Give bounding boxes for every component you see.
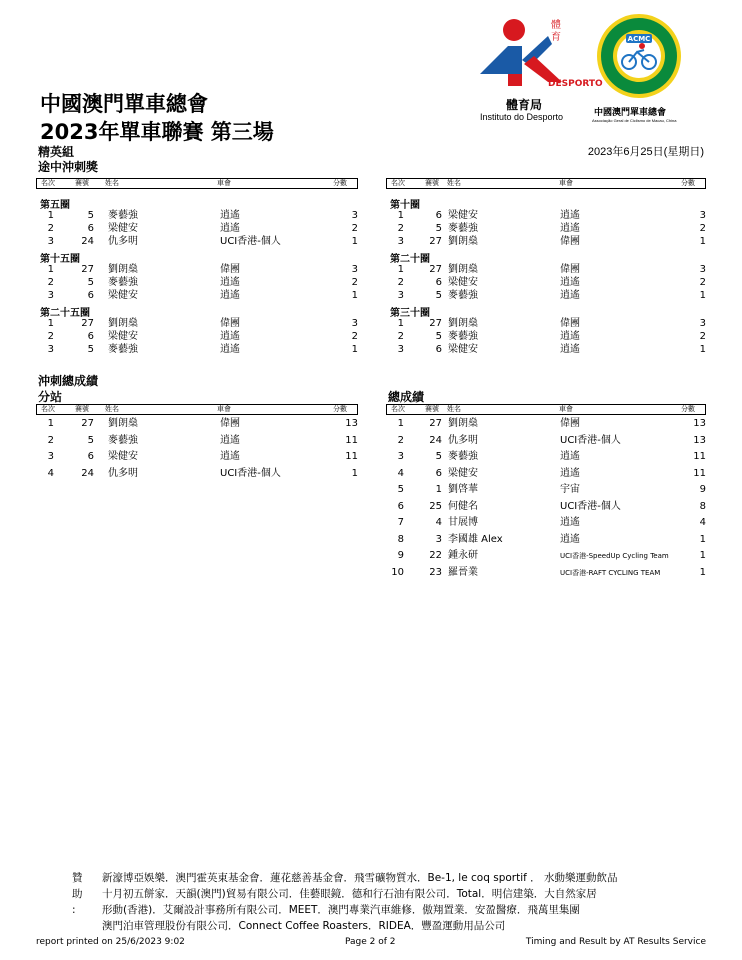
rank-cell: 5	[397, 484, 404, 495]
footer-page: Page 2 of 2	[345, 937, 396, 947]
team-cell: 逍遙	[560, 290, 580, 301]
col-bib: 賽號	[425, 405, 439, 413]
name-cell: 梁健安	[448, 467, 478, 479]
lap-heading: 第二十五圈	[40, 308, 90, 319]
name-cell: 羅晉業	[448, 566, 478, 578]
bib-cell: 24	[81, 236, 94, 247]
points-cell: 3	[351, 318, 358, 329]
name-cell: 李國雄 Alex	[448, 533, 503, 545]
table-row	[38, 209, 360, 222]
event-date: 2023年6月25日(星期日)	[587, 146, 704, 158]
name-cell: 劉朗燊	[448, 264, 478, 275]
team-cell: UCI香港-個人	[220, 236, 281, 247]
rank-cell: 3	[47, 236, 54, 247]
team-cell: 偉團	[220, 264, 240, 275]
points-cell: 1	[699, 344, 706, 355]
points-cell: 13	[693, 434, 706, 446]
bib-cell: 3	[435, 533, 442, 545]
bib-cell: 5	[435, 223, 442, 234]
points-cell: 1	[351, 344, 358, 355]
table-row	[38, 330, 360, 343]
table-row	[388, 235, 708, 248]
table-row	[388, 466, 708, 482]
name-cell: 麥藝強	[108, 210, 138, 221]
points-cell: 2	[351, 223, 358, 234]
desporto-vertical-text: 體育	[551, 20, 561, 43]
acmc-logo	[592, 14, 686, 126]
rank-cell: 2	[397, 331, 404, 342]
name-cell: 仇多明	[108, 236, 138, 247]
team-cell: 偉團	[560, 236, 580, 247]
team-cell: 逍遙	[220, 344, 240, 355]
rank-cell: 1	[397, 318, 404, 329]
rank-cell: 3	[47, 344, 54, 355]
acmc-pt-name: Associação Geral de Ciclismo de Macau, China	[592, 118, 677, 123]
name-cell: 麥藝強	[448, 451, 478, 462]
rank-cell: 1	[47, 418, 54, 429]
table-row	[388, 209, 708, 222]
team-cell: 逍遙	[220, 290, 240, 301]
team-cell: 逍遙	[560, 517, 580, 528]
bib-cell: 6	[435, 467, 442, 479]
points-cell: 1	[351, 290, 358, 301]
rank-cell: 4	[397, 467, 404, 479]
bib-cell: 22	[429, 550, 442, 561]
rank-cell: 2	[47, 223, 54, 234]
name-cell: 梁健安	[448, 277, 478, 288]
team-cell: 逍遙	[560, 451, 580, 462]
rank-cell: 3	[397, 451, 404, 462]
rank-cell: 10	[391, 566, 404, 578]
col-rank: 名次	[391, 405, 405, 413]
bib-cell: 27	[429, 418, 442, 429]
rank-cell: 2	[47, 434, 54, 446]
column-header-bar	[386, 178, 706, 189]
section-title-totals: 沖刺總成績	[38, 374, 99, 388]
points-cell: 3	[351, 264, 358, 275]
rank-cell: 1	[47, 318, 54, 329]
points-cell: 11	[345, 434, 358, 446]
bib-cell: 27	[81, 418, 94, 429]
col-points: 分數	[681, 405, 695, 413]
bib-cell: 24	[81, 467, 94, 479]
bib-cell: 1	[435, 484, 442, 495]
acmc-cn-name: 中國澳門單車總會	[594, 108, 667, 118]
bib-cell: 27	[429, 236, 442, 247]
team-cell: 逍遙	[560, 277, 580, 288]
name-cell: 仇多明	[448, 434, 478, 446]
table-row	[388, 416, 708, 432]
table-row	[38, 433, 360, 449]
col-rank: 名次	[41, 179, 55, 187]
name-cell: 劉朗燊	[108, 418, 138, 429]
table-row	[388, 449, 708, 465]
col-name: 姓名	[447, 179, 461, 187]
table-row	[388, 515, 708, 531]
team-cell: 偉團	[560, 418, 580, 429]
rank-cell: 1	[397, 210, 404, 221]
name-cell: 麥藝強	[448, 290, 478, 301]
table-row	[388, 565, 708, 581]
name-cell: 麥藝強	[108, 277, 138, 288]
points-cell: 2	[699, 331, 706, 342]
table-row	[38, 343, 360, 356]
table-row	[388, 289, 708, 302]
bib-cell: 6	[87, 451, 94, 462]
bib-cell: 27	[429, 318, 442, 329]
team-cell: 逍遙	[220, 451, 240, 462]
team-cell: 逍遙	[220, 277, 240, 288]
bib-cell: 6	[435, 210, 442, 221]
section-title-sprint: 途中沖刺獎	[38, 160, 99, 174]
category-label: 精英組	[38, 145, 75, 159]
table-row	[388, 263, 708, 276]
points-cell: 2	[351, 277, 358, 288]
name-cell: 劉啓華	[448, 484, 478, 495]
bib-cell: 4	[435, 517, 442, 528]
points-cell: 1	[699, 550, 706, 561]
points-cell: 1	[351, 236, 358, 247]
name-cell: 梁健安	[108, 223, 138, 234]
col-points: 分數	[333, 179, 347, 187]
lap-heading: 第五圈	[40, 200, 70, 211]
name-cell: 劉朗燊	[108, 264, 138, 275]
sponsors-label: 贊助 :	[72, 872, 83, 916]
column-header-bar	[386, 404, 706, 415]
points-cell: 11	[693, 467, 706, 479]
lap-heading: 第十五圈	[40, 254, 80, 265]
team-cell: 逍遙	[220, 223, 240, 234]
team-cell: 偉團	[560, 318, 580, 329]
table-row	[388, 532, 708, 548]
table-row	[38, 449, 360, 465]
points-cell: 1	[351, 467, 358, 479]
name-cell: 麥藝強	[448, 331, 478, 342]
col-name: 姓名	[447, 405, 461, 413]
overall-title: 總成績	[388, 390, 425, 404]
desporto-cn-name: 體育局	[506, 98, 543, 112]
rank-cell: 2	[397, 223, 404, 234]
points-cell: 1	[699, 290, 706, 301]
team-cell: UCI香港-個人	[560, 500, 621, 512]
name-cell: 仇多明	[108, 467, 138, 479]
points-cell: 3	[699, 318, 706, 329]
bib-cell: 6	[87, 223, 94, 234]
desporto-brand-text: DESPORTO	[548, 79, 603, 89]
name-cell: 麥藝強	[108, 344, 138, 355]
rank-cell: 2	[397, 434, 404, 446]
col-bib: 賽號	[75, 179, 89, 187]
col-points: 分數	[681, 179, 695, 187]
lap-heading: 第十圈	[390, 200, 420, 211]
team-cell: 逍遙	[560, 533, 580, 545]
table-row	[38, 222, 360, 235]
name-cell: 劉朗燊	[448, 318, 478, 329]
points-cell: 3	[351, 210, 358, 221]
team-cell: UCI香港-RAFT CYCLING TEAM	[560, 568, 661, 577]
bib-cell: 25	[429, 500, 442, 512]
name-cell: 梁健安	[448, 344, 478, 355]
rank-cell: 4	[47, 467, 54, 479]
name-cell: 鍾永研	[448, 550, 478, 561]
points-cell: 11	[693, 451, 706, 462]
col-bib: 賽號	[425, 179, 439, 187]
table-row	[38, 317, 360, 330]
bib-cell: 5	[435, 451, 442, 462]
name-cell: 梁健安	[108, 331, 138, 342]
name-cell: 劉朗燊	[108, 318, 138, 329]
team-cell: 偉團	[220, 418, 240, 429]
team-cell: 逍遙	[220, 434, 240, 446]
team-cell: 逍遙	[560, 344, 580, 355]
rank-cell: 3	[397, 290, 404, 301]
team-cell: UCI香港-個人	[560, 434, 621, 446]
desporto-pt-name: Instituto do Desporto	[480, 112, 564, 122]
lap-heading: 第二十圈	[390, 254, 430, 265]
table-row	[38, 289, 360, 302]
table-row	[388, 499, 708, 515]
col-name: 姓名	[105, 405, 119, 413]
points-cell: 9	[699, 484, 706, 495]
team-cell: 逍遙	[560, 467, 580, 479]
col-name: 姓名	[105, 179, 119, 187]
bib-cell: 23	[429, 566, 442, 578]
bib-cell: 5	[87, 277, 94, 288]
footer-timing: Timing and Result by AT Results Service	[525, 937, 706, 947]
points-cell: 4	[699, 517, 706, 528]
acmc-badge-text: ACMC	[627, 35, 651, 43]
points-cell: 3	[699, 210, 706, 221]
points-cell: 1	[699, 533, 706, 545]
rank-cell: 9	[397, 550, 404, 561]
name-cell: 梁健安	[448, 210, 478, 221]
table-row	[38, 416, 360, 432]
sponsors-line: 形動(香港)．艾爾設計事務所有限公司．MEET．澳門專業汽車維修．傲翔置業．安盈醫療．飛萬里集團	[102, 904, 580, 916]
team-cell: 宇宙	[560, 484, 580, 495]
desporto-logo	[478, 16, 603, 126]
name-cell: 麥藝強	[108, 434, 138, 446]
bib-cell: 24	[429, 434, 442, 446]
table-row	[38, 466, 360, 482]
col-bib: 賽號	[75, 405, 89, 413]
rank-cell: 1	[47, 210, 54, 221]
points-cell: 8	[699, 500, 706, 512]
name-cell: 麥藝強	[448, 223, 478, 234]
stage-title: 分站	[38, 390, 63, 404]
rank-cell: 3	[397, 344, 404, 355]
table-row	[388, 433, 708, 449]
bib-cell: 27	[81, 318, 94, 329]
bib-cell: 27	[81, 264, 94, 275]
table-row	[388, 276, 708, 289]
points-cell: 13	[693, 418, 706, 429]
team-cell: 逍遙	[220, 210, 240, 221]
rank-cell: 3	[47, 290, 54, 301]
table-row	[388, 317, 708, 330]
table-row	[38, 263, 360, 276]
table-row	[38, 276, 360, 289]
bib-cell: 6	[87, 290, 94, 301]
bib-cell: 5	[87, 434, 94, 446]
bib-cell: 5	[435, 331, 442, 342]
team-cell: 逍遙	[560, 331, 580, 342]
name-cell: 劉朗燊	[448, 418, 478, 429]
table-row	[38, 235, 360, 248]
column-header-bar	[36, 404, 358, 415]
sponsors-line: 十月初五餅家．天韻(澳門)貿易有限公司．佳藝眼鏡．德和行石油有限公司．Total．明信建築．大自然家居	[102, 888, 597, 900]
bib-cell: 6	[435, 277, 442, 288]
table-row	[388, 222, 708, 235]
rank-cell: 3	[47, 451, 54, 462]
name-cell: 梁健安	[108, 290, 138, 301]
rank-cell: 2	[397, 277, 404, 288]
col-team: 車會	[559, 405, 573, 413]
page-title-event: 2023年單車聯賽 第三場	[40, 120, 274, 144]
col-points: 分數	[333, 405, 347, 413]
bib-cell: 5	[87, 344, 94, 355]
team-cell: UCI香港-SpeedUp Cycling Team	[560, 552, 669, 560]
rank-cell: 8	[397, 533, 404, 545]
rank-cell: 1	[397, 264, 404, 275]
rank-cell: 2	[47, 331, 54, 342]
sponsors-line: 澳門泊車管理股份有限公司．Connect Coffee Roasters．RIDEA．豐盈運動用品公司	[102, 920, 506, 932]
col-rank: 名次	[41, 405, 55, 413]
rank-cell: 6	[397, 500, 404, 512]
rank-cell: 2	[47, 277, 54, 288]
team-cell: UCI香港-個人	[220, 467, 281, 479]
table-row	[388, 343, 708, 356]
points-cell: 1	[699, 566, 706, 578]
points-cell: 1	[699, 236, 706, 247]
name-cell: 梁健安	[108, 451, 138, 462]
name-cell: 劉朗燊	[448, 236, 478, 247]
rank-cell: 7	[397, 517, 404, 528]
team-cell: 偉團	[220, 318, 240, 329]
rank-cell: 3	[397, 236, 404, 247]
col-team: 車會	[217, 405, 231, 413]
table-row	[388, 548, 708, 564]
team-cell: 偉團	[560, 264, 580, 275]
team-cell: 逍遙	[560, 223, 580, 234]
bib-cell: 27	[429, 264, 442, 275]
bib-cell: 5	[87, 210, 94, 221]
points-cell: 2	[699, 277, 706, 288]
rank-cell: 1	[397, 418, 404, 429]
bib-cell: 6	[435, 344, 442, 355]
sponsors-line: 新濠博亞娛樂．澳門霍英東基金會．蓮花慈善基金會．飛雪礦物質水．Be-1, le coq sportif ． 水動樂運動飲品	[102, 872, 618, 884]
col-team: 車會	[217, 179, 231, 187]
points-cell: 2	[351, 331, 358, 342]
col-rank: 名次	[391, 179, 405, 187]
acmc-emblem-icon	[592, 14, 686, 104]
team-cell: 逍遙	[560, 210, 580, 221]
col-team: 車會	[559, 179, 573, 187]
team-cell: 逍遙	[220, 331, 240, 342]
footer-printed: report printed on 25/6/2023 9:02	[36, 937, 185, 947]
points-cell: 11	[345, 451, 358, 462]
points-cell: 3	[699, 264, 706, 275]
bib-cell: 5	[435, 290, 442, 301]
rank-cell: 1	[47, 264, 54, 275]
table-row	[388, 482, 708, 498]
points-cell: 2	[699, 223, 706, 234]
name-cell: 何健名	[448, 500, 478, 512]
column-header-bar	[36, 178, 358, 189]
name-cell: 甘展博	[448, 517, 478, 528]
lap-heading: 第三十圈	[390, 308, 430, 319]
points-cell: 13	[345, 418, 358, 429]
page-title-org: 中國澳門單車總會	[40, 92, 208, 116]
table-row	[388, 330, 708, 343]
bib-cell: 6	[87, 331, 94, 342]
